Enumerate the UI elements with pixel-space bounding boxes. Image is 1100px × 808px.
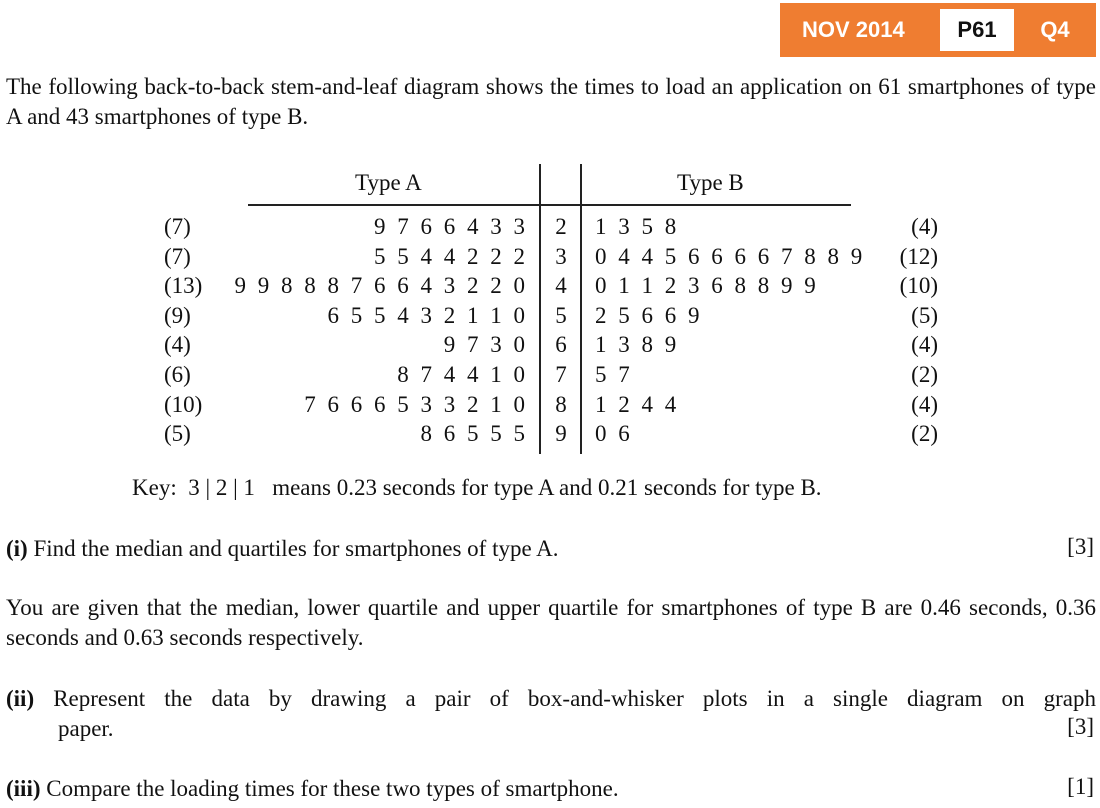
diagram-row [0, 301, 1100, 330]
type-b-leaves: 1 3 5 8 [595, 214, 680, 239]
diagram-row [0, 419, 1100, 448]
question-ii-continuation: paper. [58, 716, 114, 741]
question-iii-number: (iii) [6, 776, 41, 801]
stem-value: 8 [555, 391, 567, 417]
type-a-leaves: 5 5 4 4 2 2 2 [374, 243, 528, 269]
paper-badge: P61 [940, 9, 1014, 51]
question-ii-text: Represent the data by drawing a pair of box-and-whisker plots in a single diagram on graph [53, 686, 1096, 711]
question-iii-text: Compare the loading times for these two types of smartphone. [46, 776, 619, 801]
type-b-header: Type B [677, 170, 744, 195]
question-ii-number: (ii) [6, 686, 35, 711]
type-b-count: (2) [911, 362, 938, 387]
question-iii [6, 774, 619, 804]
question-i [6, 534, 559, 564]
type-a-leaves: 8 7 4 4 1 0 [397, 362, 528, 387]
type-a-header: Type A [355, 170, 422, 195]
type-a-leaves: 8 6 5 5 5 [420, 421, 528, 447]
type-b-count: (4) [911, 214, 938, 239]
given-statement: You are given that the median, lower quartile and upper quartile for smartphones of type B are 0.46 seconds, 0.36 seconds and 0.63 seconds respectively. [6, 595, 1096, 650]
type-a-leaves: 9 7 6 6 4 3 3 [374, 214, 528, 239]
type-b-leaves: 0 6 [595, 421, 633, 447]
diagram-row [0, 390, 1100, 419]
type-a-count: (4) [164, 332, 191, 358]
type-a-count: (5) [164, 421, 191, 447]
type-a-leaves: 9 7 3 0 [443, 332, 528, 358]
type-a-count: (7) [164, 243, 191, 269]
type-a-count: (13) [164, 273, 203, 299]
type-b-leaves: 0 4 4 5 6 6 6 6 7 8 8 9 [595, 243, 866, 269]
type-a-count: (9) [164, 302, 191, 328]
type-a-count: (10) [164, 391, 203, 417]
diagram-row [0, 360, 1100, 389]
question-ii-marks: [3] [1067, 714, 1094, 739]
type-a-count: (6) [164, 362, 191, 387]
type-b-leaves: 1 3 8 9 [595, 332, 680, 358]
key-example: 3 | 2 | 1 [188, 475, 255, 500]
type-a-leaves: 9 9 8 8 8 7 6 6 4 3 2 2 0 [234, 273, 528, 299]
key-meaning: means 0.23 seconds for type A and 0.21 seconds for type B. [272, 475, 822, 500]
type-a-leaves: 6 5 5 4 3 2 1 1 0 [327, 302, 528, 328]
key-label: Key: [132, 475, 177, 500]
stem-value: 2 [555, 214, 567, 239]
stem-value: 7 [555, 362, 567, 387]
type-b-leaves: 5 7 [595, 362, 633, 387]
type-b-count: (4) [911, 332, 938, 358]
header-rule [248, 204, 851, 206]
question-i-text: Find the median and quartiles for smartphones of type A. [33, 536, 559, 561]
stem-value: 9 [555, 421, 567, 447]
question-i-marks: [3] [1067, 534, 1094, 559]
stem-value: 4 [555, 273, 567, 299]
stem-value: 6 [555, 332, 567, 358]
question-iii-marks: [1] [1067, 774, 1094, 799]
diagram-key [132, 475, 822, 501]
stem-value: 3 [555, 243, 567, 269]
question-ii [6, 684, 1096, 714]
type-b-leaves: 1 2 4 4 [595, 391, 680, 417]
type-b-leaves: 2 5 6 6 9 [595, 302, 703, 328]
type-b-count: (5) [911, 302, 938, 328]
type-a-leaves: 7 6 6 6 5 3 3 2 1 0 [304, 391, 528, 417]
question-i-number: (i) [6, 536, 28, 561]
type-a-count: (7) [164, 214, 191, 239]
diagram-row [0, 330, 1100, 359]
session-badge: NOV 2014 [802, 17, 905, 42]
type-b-leaves: 0 1 1 2 3 6 8 8 9 9 [595, 273, 819, 299]
stem-and-leaf-diagram [0, 160, 1100, 460]
diagram-row [0, 242, 1100, 271]
type-b-count: (2) [911, 421, 938, 447]
stem-value: 5 [555, 302, 567, 328]
type-b-count: (4) [911, 391, 938, 417]
type-b-count: (10) [899, 273, 938, 299]
question-reference-badges [780, 3, 1096, 57]
diagram-row [0, 271, 1100, 300]
diagram-row [0, 212, 1100, 241]
question-badge: Q4 [1040, 17, 1070, 42]
intro-paragraph: The following back-to-back stem-and-leaf diagram shows the times to load an application on 61 smartphones of type A and 43 smartphones of type B. [6, 74, 1096, 129]
type-b-count: (12) [899, 243, 938, 269]
